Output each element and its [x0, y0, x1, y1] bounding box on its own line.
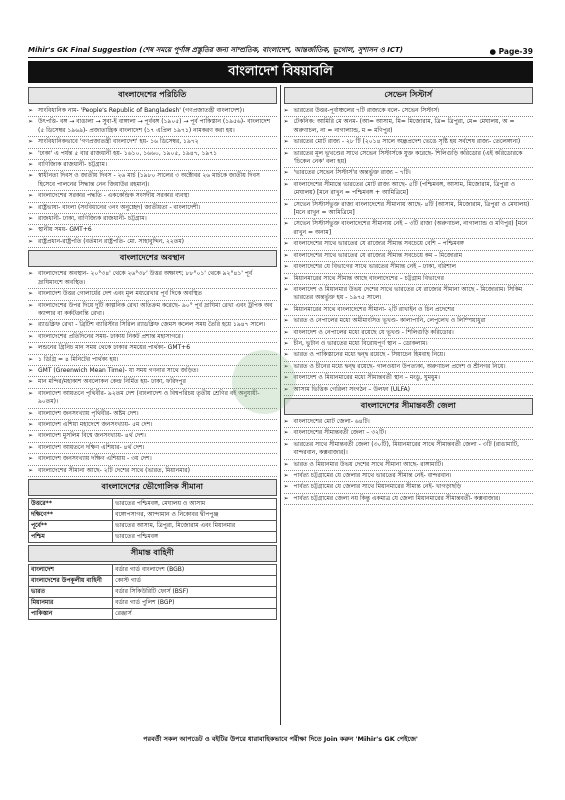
table-row	[29, 576, 277, 587]
list-item: ➢ সেভেন সিস্টার্সভুক্ত বাংলাদেশের সীমানায় নেই – ৩টি রাজ্য (অরুণাচল, নাগাল্যান্ড ও মণিপুর) [মনে রাখুন = অনাম]	[284, 219, 534, 239]
list-item: ➢ সাংবিধানিক নাম- 'People's Republic of Bangladesh' (গণপ্রজাতন্ত্রী বাংলাদেশ)।	[28, 106, 277, 117]
right-column	[281, 85, 534, 725]
section-title: সেভেন সিস্টার্স	[284, 87, 534, 104]
table-row	[29, 565, 277, 576]
list-item: ➢ বাণিজ্যিক রাজধানী- চট্টগ্রাম।	[28, 160, 277, 171]
list-item: ➢ মান মন্দির/মহাকাশ অবলোকন কেন্দ্র নির্মিত হয়- ঢাকা, ফরিদপুর	[28, 377, 277, 388]
list-item: ➢ মিয়ানমারের সাথে বাংলাদেশের সীমানা- ২টি রাখাইন ও চিন প্রদেশের	[284, 305, 534, 316]
table-key-cell: বাংলাদেশের উপকূলীয় বাহিনী	[29, 576, 113, 587]
table-key-cell: বাংলাদেশ	[29, 565, 113, 576]
list-item: ➢ বাংলাদেশ মুসলিম বিশ্বে জনসংখ্যায়- ৪র্থ দেশ।	[28, 431, 277, 442]
table-key-cell: ভারত	[29, 587, 113, 598]
table-value-cell: বর্ডার গার্ড বাংলাদেশ (BGB)	[113, 565, 276, 576]
table-key-cell: দক্ষিণে**	[29, 510, 113, 521]
list-item: ➢ 'ঢাকা' এ পর্যন্ত ৫ বার রাজধানী হয়- ১৬১০, ১৬৬০, ১৯০৫, ১৯৪৭, ১৯৭১	[28, 149, 277, 160]
list-item: ➢ 'ভারতের সেভেন সিস্টার্স'র অন্তর্ভুক্ত রাজ্য – ৭টি।	[284, 168, 534, 179]
list-item: ➢ বাংলাদেশ আয়তনে দক্ষিণ এশিয়ার- ৪র্থ দেশ।	[28, 443, 277, 454]
list-item: ➢ মিয়ানমারের সাথে সীমান্ত আছে বাংলাদেশের – চট্টগ্রাম বিভাগের	[284, 274, 534, 285]
section-title: বাংলাদেশের অবস্থান	[28, 250, 277, 267]
list-item: ➢ সাংবিধানিকভাবে 'গণপ্রজাতন্ত্রী বাংলাদেশ' হয়- ১৬ ডিসেম্বর, ১৯৭২	[28, 137, 277, 148]
list-item: ➢ বাংলাদেশ এশিয়া মহাদেশে জনসংখ্যায়- ৫ম দেশ।	[28, 420, 277, 431]
list-item: ➢ ভারত ও পাকিস্তানের মধ্যে দ্বন্দ্ব রয়েছে - সিয়াচেন হিমবাহ নিয়ে।	[284, 350, 534, 361]
table-row	[29, 521, 277, 532]
table-row	[29, 609, 277, 620]
list-item: ➢ উৎপত্তি- বঙ্গ → বাঙালা → সুবা-ই বাঙ্গালা → পূর্ববঙ্গ (১৯০৫) → পূর্ব পাকিস্তান (১৯৫৬)- বাংলাদেশ (৫ ডিসেম্বর ১৯৬৯)- প্রজাতান্ত্রিক বাংলাদেশ (১৭ এপ্রিল ১৯৭১) নামকরণ করা হয়।	[28, 117, 277, 137]
page-footer: পরবর্তী সকল আপডেট ও বইটির উপরে ধারাবাহিকভাবে পরীক্ষা দিতে Join করুন 'Mihir's GK পেইজে'	[143, 735, 418, 743]
page-header	[28, 44, 533, 58]
list-item: ➢ চীন, ভুটান ও ভারতের মধ্যে বিরোধপূর্ণ স্থান – ডোকলাম।	[284, 339, 534, 350]
table-key-cell: পশ্চিম	[29, 532, 113, 543]
page-number: ● Page-39	[489, 47, 533, 56]
list-item: ➢ ভারত ও চীনের মধ্যে দ্বন্দ্ব রয়েছে- গালওয়ান উপত্যকা, অরুণাচল প্রদেশ ও শ্রীনগর নিয়ে।	[284, 362, 534, 373]
list-item: ➢ স্বাধীনতা দিবস ও জাতীয় দিবস - ২৬ মার্চ (১৯৮০ সালের ৩ অক্টোবর ২৬ মার্চকে জাতীয় দিবস হিসেবে পালনের সিদ্ধান্ত নেন জিয়াউর রহমান)।	[28, 171, 277, 191]
list-item: ➢ ভারতের উত্তর-পূর্বাঞ্চলের ৭টি রাজ্যকে বলে- সেভেন সিস্টার্স।	[284, 106, 534, 117]
list-item: ➢ বাংলাদেশ ও নেপালের মধ্যে রয়েছে যে ভূখণ্ড - শিলিগুড়ি করিডোর।	[284, 328, 534, 339]
table-key-cell: উত্তরে**	[29, 499, 113, 510]
list-item: ➢ র‍্যাডক্লিফ রেখা - ব্রিটিশ ব্যারিস্টার সিরিল র‍্যাডক্লিফ জেমস কলেল সময় তৈরি হয়ে ১৯৪৭ সালে।	[28, 320, 277, 331]
list-item: ➢ আসাম ভিত্তিক গেরিলা সংগঠন – উলফা (ULFA)	[284, 385, 534, 396]
section-title: বাংলাদেশের ভৌগোলিক সীমানা	[28, 479, 277, 496]
watermark-logo	[232, 350, 296, 414]
list-item: ➢ পার্বত্য চট্টগ্রামের যে জেলার সাথে ভারতের সীমান্ত নেই- বান্দরবান।	[284, 471, 534, 482]
list-item: ➢ রাষ্ট্রভাষা- বাংলা (সংবিধানের ৩নং অনুচ্ছেদ) জাতীয়তা - বাংলাদেশী।	[28, 203, 277, 214]
list-item: ➢ বাংলাদেশের সীমান্তে ভারতের মোট রাজ্য আছে- ৫টি (পশ্চিমবঙ্গ, আসাম, মিজোরাম, ত্রিপুরা ও মেঘালয়) [মনে রাখুন = পশ্চিমবঙ্গ + আমিত্রিমে]	[284, 180, 534, 200]
list-item: ➢ বাংলাদেশ উত্তর গোলার্ধের দেশ এবং মূল মধ্যরেখার পূর্ব দিকে অবস্থিত	[28, 289, 277, 300]
list-item: ➢ ভারতের মোট রাজ্য - ২৮ টি (২০১৪ সালে অন্ধ্রপ্রদেশ ভেঙে সৃষ্টি হয় সর্বশেষ রাজ্য- তেলেঙ্গানা)	[284, 137, 534, 148]
list-item: ➢ সেভেন সিস্টার্সভুক্ত রাজ্য বাংলাদেশের সীমানায় আছে- ৪টি (আসাম, মিজোরাম, ত্রিপুরা ও মেঘালয়) [মনে রাখুন = আমিত্রিমে]	[284, 200, 534, 220]
border-district-list	[284, 417, 534, 505]
table-value-cell: ভারতের পশ্চিমবঙ্গ	[113, 532, 276, 543]
table-row	[29, 499, 277, 510]
list-item: ➢ ভারতের মূল ভূখণ্ডের সাথে সেভেন সিস্টার্সকে যুক্ত করেছে- শিলিগুড়ি করিডোর (এই করিডোরকে 'চিকেন নেক' বলা হয়)	[284, 149, 534, 169]
border-force-table	[28, 564, 277, 620]
seven-sisters-list	[284, 106, 534, 396]
list-item: ➢ বাংলাদেশের সরকার পদ্ধতি - এককেন্দ্রিক সংসদীয় সরকার ব্যবস্থা	[28, 191, 277, 202]
table-value-cell: কোস্ট গার্ড	[113, 576, 276, 587]
list-item: ➢ বাংলাদেশের অবস্থান- ২০°৩৪' থেকে ২৬°৩৮' উত্তর অক্ষাংশ; ৮৮°০১' থেকে ৯২°৪১' পূর্ব দ্রাঘিমাংশে অবস্থিত।	[28, 269, 277, 289]
list-item: ➢ ভারতের সাথে সীমান্তবর্তী জেলা (৩০টি), মিয়ানমারের সাথে সীমান্তবর্তী জেলা - ৩টি (রাঙামাটি, বান্দরবান, কক্সবাজার)।	[284, 440, 534, 460]
list-item: ➢ বাংলাদেশ জনসংখ্যায় দক্ষিণ এশিয়ায় - ৩য় দেশ।	[28, 454, 277, 465]
table-row	[29, 532, 277, 543]
list-item: ➢ ভারত ও মিয়ানমার উভয় দেশের সাথে সীমানা আছে- রাঙ্গামাটি।	[284, 460, 534, 471]
list-item: ➢ GMT (Greenwich Mean Time)- যা সময় গণনার সাথে জড়িত।	[28, 366, 277, 377]
list-item: ➢ বাংলাদেশের যে বিভাগের সাথে ভারতের সীমান্ত নেই – ঢাকা, বরিশাল	[284, 262, 534, 273]
list-item: ➢ পার্বত্য চট্টগ্রামের যে জেলার সাথে মিয়ানমারের সীমান্ত নেই- খাগড়াছড়ি	[284, 482, 534, 493]
table-value-cell: ভারতের পশ্চিমবঙ্গ, মেঘালয় ও আসাম	[113, 499, 276, 510]
table-value-cell: বর্ডার গার্ড পুলিশ (BGP)	[113, 598, 276, 609]
list-item: ➢ বাংলাদেশের উপর দিয়ে দুটি কাল্পনিক রেখা অতিক্রম করেছে- ৯০° পূর্ব দ্রাঘিমা রেখা এবং ট্রপিক অব ক্যান্সার বা কর্কটক্রান্তি রেখা।	[28, 301, 277, 321]
list-item: ➢ বাংলাদেশের সীমানা আছে- ২টি দেশের সাথে (ভারত, মিয়ানমার)	[28, 466, 277, 477]
list-item: ➢ বাংলাদেশ জনসংখ্যায় পৃথিবীর- অষ্টম দেশ।	[28, 409, 277, 420]
list-item: ➢ বাংলাদেশের সীমান্তবর্তী জেলা – ৩২টি।	[284, 428, 534, 439]
list-item: ➢ স্থানীয় সময়- GMT+6	[28, 225, 277, 236]
chapter-banner: বাংলাদেশ বিষয়াবলি	[28, 61, 533, 83]
list-item: ➢ রাজধানী- ঢাকা, বাণিজ্যিক রাজধানী- চট্টগ্রাম।	[28, 214, 277, 225]
list-item: ➢ পার্বত্য চট্টগ্রামের জেলা নয় কিন্তু একমাত্র যে জেলা মিয়ানমারের সীমান্তবর্তী- কক্সবাজার।	[284, 494, 534, 505]
table-row	[29, 510, 277, 521]
list-item: ➢ ভারত ও নেপালের মধ্যে অমীমাংসিত ভূখণ্ড- কালাপানি, লেপুলেখ ও লিম্পিয়াধুরা	[284, 316, 534, 327]
table-row	[29, 598, 277, 609]
table-row	[29, 587, 277, 598]
list-item: ➢ বাংলাদেশের সাথে ভারতের যে রাজ্যের সীমান্ত সবচেয়ে কম – মিজোরাম	[284, 251, 534, 262]
list-item: ➢ বাংলাদেশের মোট জেলা- ৬৪টি।	[284, 417, 534, 428]
list-item: ➢ বাংলাদেশের প্রতিদিনের সময়- ঢাকায় নিকট প্রশান্ত মহাসাগরে।	[28, 332, 277, 343]
intro-list	[28, 106, 277, 248]
section-title: বাংলাদেশের সীমান্তবর্তী জেলা	[284, 398, 534, 415]
boundary-table	[28, 498, 277, 543]
list-item: ➢ ১ ডিগ্রি = ৪ মিনিটের পার্থক্য হয়।	[28, 355, 277, 366]
header-title: Mihir's GK Final Suggestion (শেষ সময়ে পূর্ণাঙ্গ প্রস্তুতির জন্য সাম্প্রতিক, বাংলাদেশ, আন্তর্জাতিক, ভূগোল, সুশাসন ও ICT)	[28, 46, 403, 54]
table-value-cell: রেঞ্জার্স	[113, 609, 276, 620]
list-item: ➢ বাংলাদেশ ও মিয়ানমারের মধ্যে সীমান্তবর্তী স্থান – মংডু, ঘুমধুম।	[284, 373, 534, 384]
section-title: সীমান্ত বাহিনী	[28, 545, 277, 562]
table-value-cell: ভারতের আসাম, ত্রিপুরা, মিজোরাম এবং মিয়ানমার	[113, 521, 276, 532]
list-item: ➢ বাংলাদেশের সাথে ভারতের যে রাজ্যের সীমান্ত সবচেয়ে বেশি – পশ্চিমবঙ্গ	[284, 239, 534, 250]
table-key-cell: পাকিস্তান	[29, 609, 113, 620]
table-key-cell: পূর্বে**	[29, 521, 113, 532]
list-item: ➢ রাষ্ট্রপ্রধান-রাষ্ট্রপতি (বর্তমান রাষ্ট্রপতি- মো. সাহাবুদ্দিন, ২২তম)	[28, 237, 277, 248]
list-item: ➢ বাংলাদেশ আয়তনে পৃথিবীর- ৯২তম দেশ (বাংলাদেশ ও বিশ্বপরিচয় তৃতীয় শ্রেণির বই অনুযায়ী- ৯০তম)।	[28, 389, 277, 409]
table-key-cell: মিয়ানমার	[29, 598, 113, 609]
list-item: ➢ টেকনিক: আমিরি মে অনম- (আ= আসাম, মি= মিজোরাম, ত্রি= ত্রিপুরা, মে= মেঘালয়, অ = অরুণাচল, না = নাগাল্যান্ড, ম = মণিপুর)	[284, 117, 534, 137]
list-item: ➢ বাংলাদেশ ও মিয়ানমার উভয় দেশের সাথে ভারতের যে রাজ্যের সীমানা আছে - মিজোরাম। সিকিম ভারতের অন্তর্ভুক্ত হয় - ১৯৭৫ সালে।	[284, 285, 534, 305]
section-title: বাংলাদেশের পরিচিতি	[28, 87, 277, 104]
table-value-cell: বর্ডার সিকিউরিটি ফোর্স (BSF)	[113, 587, 276, 598]
table-value-cell: বঙ্গোপসাগর, আন্দামান ও নিকোবর দ্বীপপুঞ্জ	[113, 510, 276, 521]
list-item: ➢ লন্ডনের গ্রিনিচ মান সময় থেকে ঢাকার সময়ের পার্থক্য- GMT+6	[28, 343, 277, 354]
